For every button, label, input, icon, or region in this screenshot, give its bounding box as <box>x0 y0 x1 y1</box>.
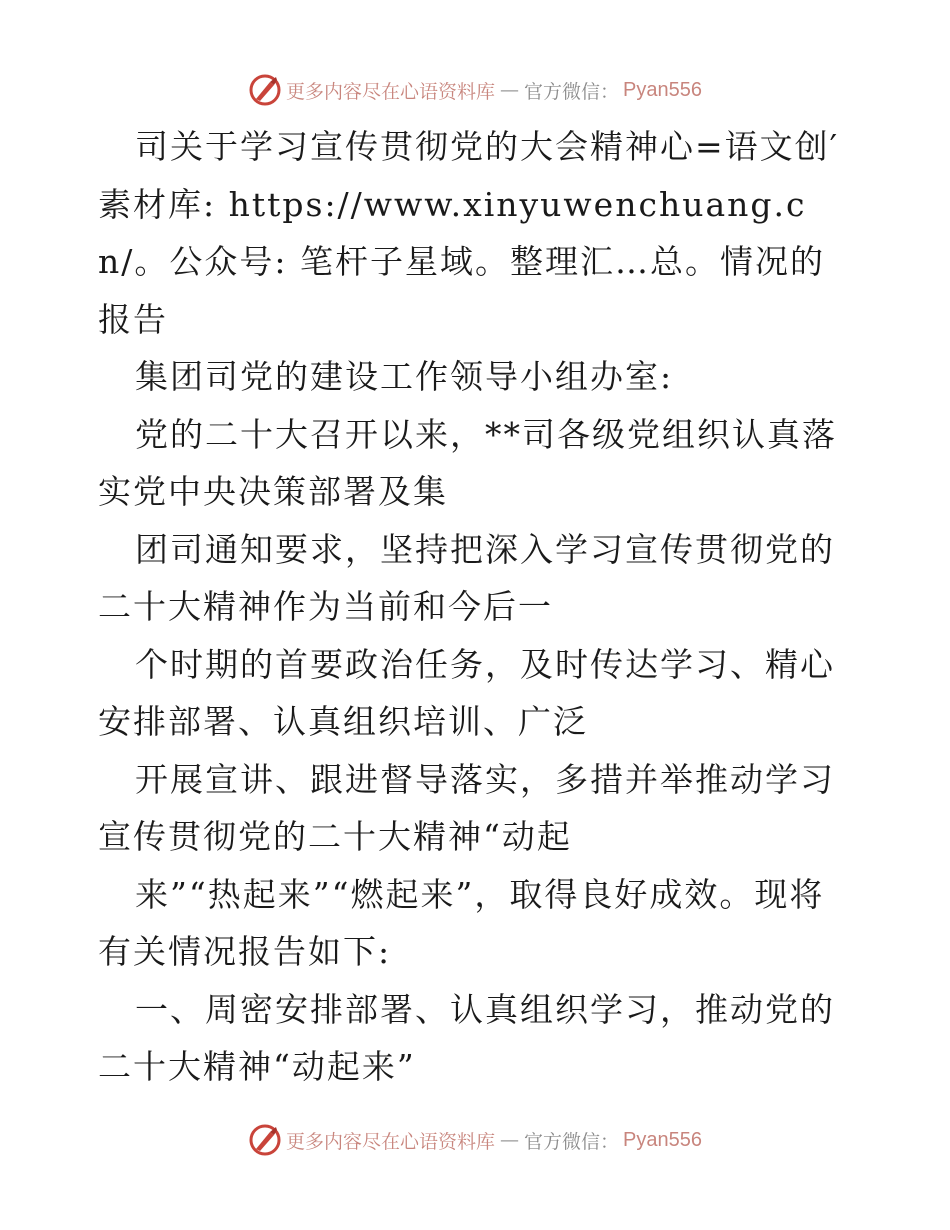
paragraph: 团司通知要求，坚持把深入学习宣传贯彻党的二十大精神作为当前和今后一 <box>98 529 835 626</box>
paragraph: 个时期的首要政治任务，及时传达学习、精心安排部署、认真组织培训、广泛 <box>98 644 835 741</box>
paragraph: 开展宣讲、跟进督导落实，多措并举推动学习宣传贯彻党的二十大精神“动起 <box>98 759 835 856</box>
section-heading: 一、周密安排部署、认真组织学习，推动党的二十大精神“动起来” <box>98 989 835 1086</box>
header-banner <box>0 70 950 110</box>
banner-wechat-id: Pyan556 <box>623 1128 702 1151</box>
banner-wechat-label: 官方微信： <box>524 80 620 103</box>
banner-wechat-label: 官方微信： <box>524 1130 620 1153</box>
banner-site-name: 更多内容尽在心语资料库 <box>286 80 496 103</box>
paragraph: 来”“热起来”“燃起来”，取得良好成效。现将有关情况报告如下: <box>98 874 825 971</box>
banner-site-name: 更多内容尽在心语资料库 <box>286 1130 496 1153</box>
footer-banner <box>0 1120 950 1160</box>
document-body <box>98 118 858 1096</box>
paragraph-title: 司关于学习宣传贯彻党的大会精神心=语文创′素材库: https://www.xinyuwenchuang.cn/。公众号: 笔杆子星域。整理汇…总。情况的报告 <box>98 127 840 339</box>
banner-wechat-id: Pyan556 <box>623 78 702 101</box>
quill-pen-logo-icon <box>248 1123 282 1157</box>
quill-pen-logo-icon <box>248 73 282 107</box>
banner-separator: — <box>500 79 520 101</box>
footer-banner-content <box>248 1123 702 1157</box>
paragraph-addressee: 集团司党的建设工作领导小组办室: <box>135 357 674 396</box>
banner-separator: — <box>500 1129 520 1151</box>
header-banner-content <box>248 73 702 107</box>
paragraph: 党的二十大召开以来，**司各级党组织认真落实党中央决策部署及集 <box>98 414 837 511</box>
